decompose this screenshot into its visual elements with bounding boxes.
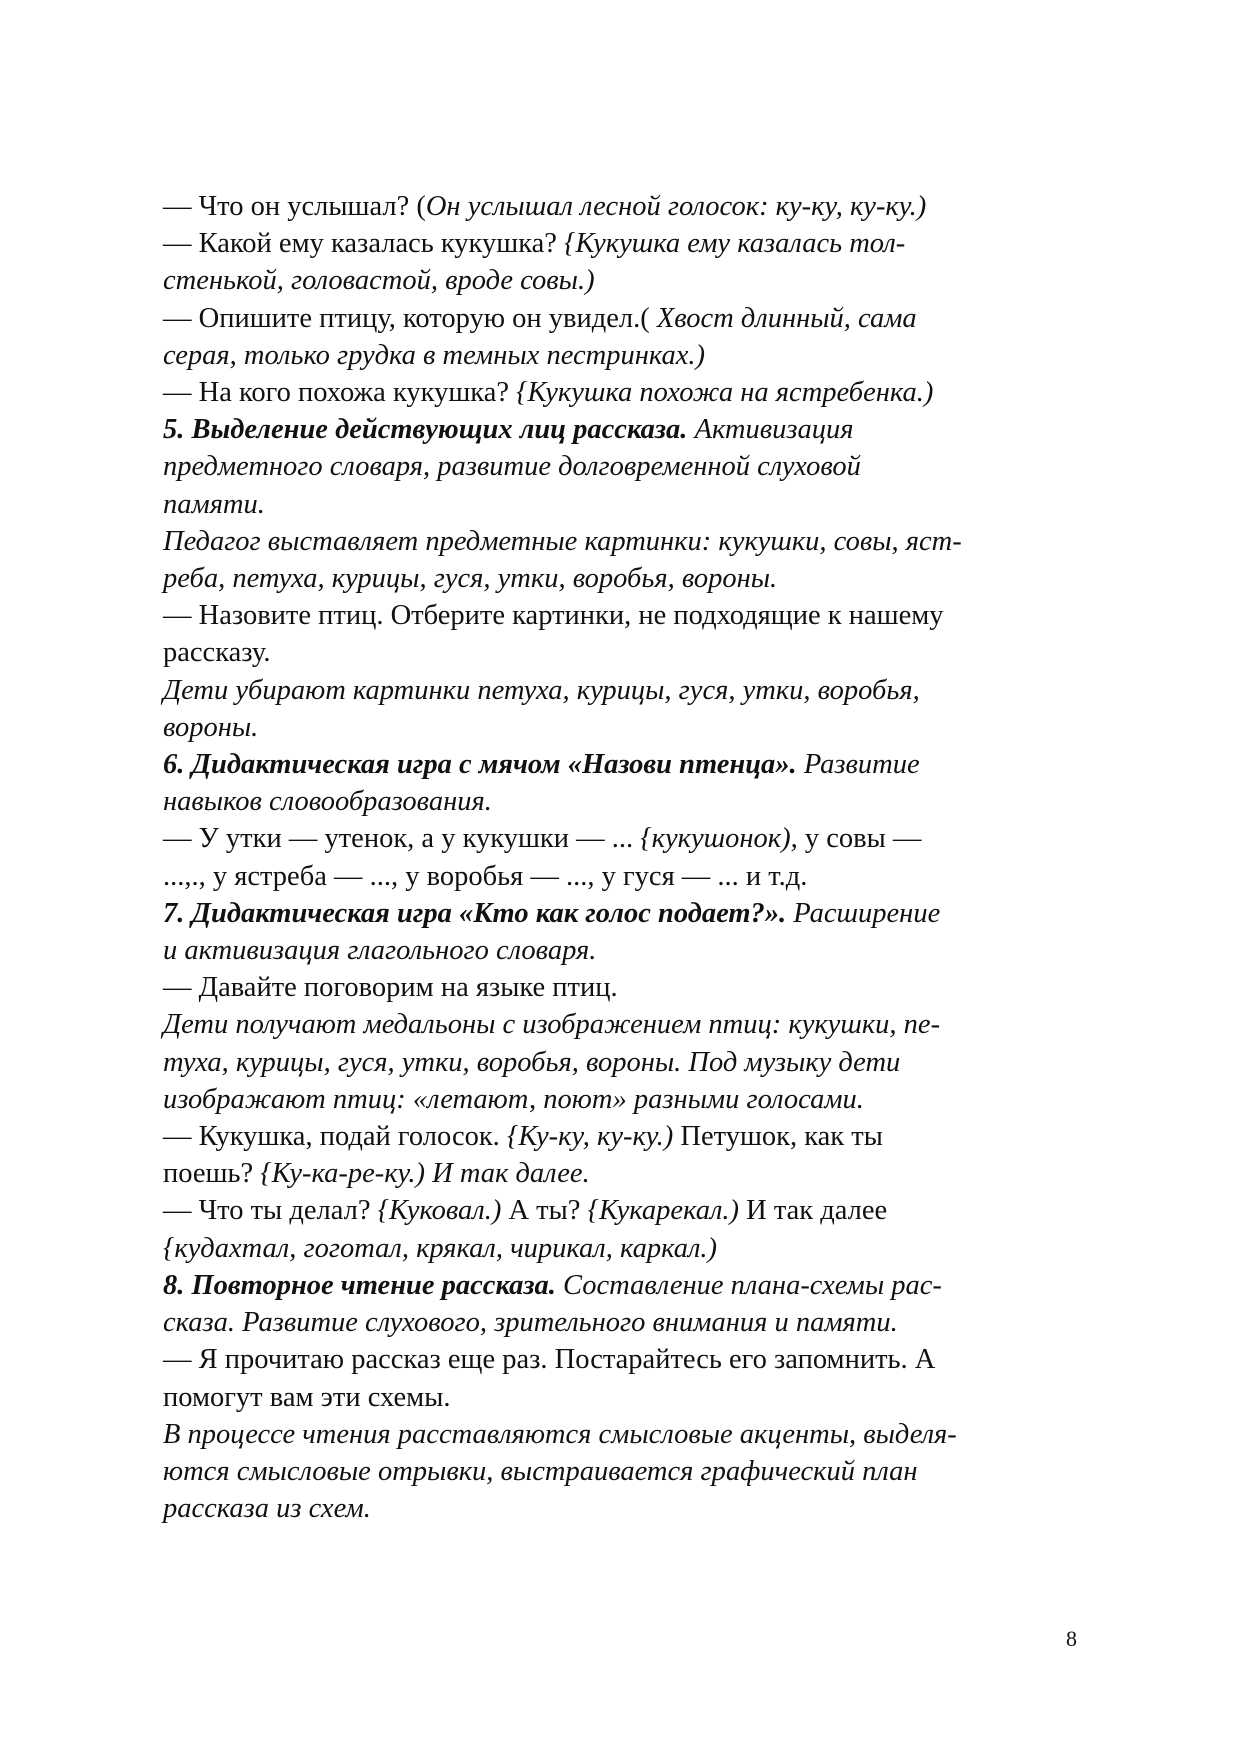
text-line [163, 932, 1078, 969]
text-line [163, 1341, 1078, 1378]
italic-text: {кукушонок), [640, 823, 798, 855]
text-line [163, 448, 1078, 485]
italic-text: Составление плана-схемы рас- [555, 1269, 942, 1301]
italic-text: {Ку-ка-ре-ку.) И так далее. [260, 1158, 590, 1190]
italic-text: навыков словообразования. [163, 786, 492, 818]
text-line [163, 1416, 1078, 1453]
text-line [163, 820, 1078, 857]
text-line [163, 374, 1078, 411]
italic-text: Активизация [687, 414, 854, 446]
italic-text: реба, петуха, курицы, гуся, утки, воробья, вороны. [163, 563, 778, 595]
plain-text: Петушок, как ты [673, 1121, 883, 1153]
italic-text: и активизация глагольного словаря. [163, 935, 597, 967]
plain-text: рассказу. [163, 637, 271, 669]
section-heading: 8. Повторное чтение рассказа. [163, 1269, 556, 1301]
plain-text: — Давайте поговорим на языке птиц. [163, 972, 618, 1004]
italic-text: Хвост длинный, сама [656, 302, 917, 334]
plain-text: поешь? [163, 1158, 261, 1190]
plain-text: — Что он услышал? ( [163, 191, 426, 222]
italic-text: {Ку-ку, ку-ку.) [506, 1121, 674, 1153]
text-line [163, 1044, 1078, 1081]
italic-text: предметного словаря, развитие долговременной слуховой [163, 451, 861, 483]
italic-text: стенькой, головастой, вроде совы.) [163, 265, 595, 297]
italic-text: Он услышал лесной голосок: ку-ку, ку-ку.) [425, 191, 927, 222]
italic-text: вороны. [163, 711, 259, 743]
italic-text: серая, только грудка в темных пестринках.) [163, 339, 705, 371]
plain-text: — Я прочитаю рассказ еще раз. Постарайтесь его запомнить. А [163, 1344, 936, 1376]
text-line [163, 523, 1078, 560]
plain-text: — Что ты делал? [163, 1195, 378, 1227]
text-line [163, 560, 1078, 597]
text-line [163, 225, 1078, 262]
page-number: 8 [1066, 1626, 1077, 1651]
text-line [163, 597, 1078, 634]
text-line [163, 672, 1078, 709]
text-line [163, 634, 1078, 671]
italic-text: {Кукушка ему казалась тол- [564, 228, 906, 260]
text-line [163, 1230, 1078, 1267]
plain-text: И так далее [738, 1195, 888, 1227]
text-line [163, 1006, 1078, 1043]
italic-text: {Куковал.) [377, 1195, 502, 1227]
section-heading: 6. Дидактическая игра с мячом «Назови птенца». [163, 749, 797, 781]
text-line [163, 262, 1078, 299]
plain-text: у совы — [797, 823, 922, 855]
text-line [163, 1155, 1078, 1192]
text-line [163, 1379, 1078, 1416]
italic-text: Дети получают медальоны с изображением птиц: кукушки, пе- [163, 1009, 941, 1041]
text-line [163, 188, 1078, 225]
text-line [163, 969, 1078, 1006]
italic-text: В процессе чтения расставляются смысловые акценты, выделя- [163, 1418, 957, 1450]
italic-text: Педагог выставляет предметные картинки: кукушки, совы, яст- [163, 525, 962, 557]
italic-text: {кудахтал, гоготал, крякал, чирикал, каркал.) [163, 1232, 717, 1264]
italic-text: Дети убирают картинки петуха, курицы, гуся, утки, воробья, [163, 674, 920, 706]
italic-text: ются смысловые отрывки, выстраивается графический план [163, 1455, 918, 1487]
text-line [163, 709, 1078, 746]
italic-text: Расширение [786, 897, 941, 929]
text-line [163, 411, 1078, 448]
plain-text: ...,., у ястреба — ..., у воробья — ..., у гуся — ... и т.д. [163, 860, 808, 892]
italic-text: сказа. Развитие слухового, зрительного внимания и памяти. [163, 1307, 898, 1339]
text-line [163, 1304, 1078, 1341]
text-line [163, 486, 1078, 523]
italic-text: Развитие [796, 749, 920, 781]
italic-text: памяти. [163, 488, 265, 520]
text-line [163, 1118, 1078, 1155]
text-line [163, 858, 1078, 895]
section-heading: 7. Дидактическая игра «Кто как голос подает?». [163, 897, 787, 929]
plain-text: — Опишите птицу, которую он увидел.( [163, 302, 657, 334]
text-line [163, 1192, 1078, 1229]
plain-text: А ты? [501, 1195, 588, 1227]
text-line [163, 1081, 1078, 1118]
plain-text: — У утки — утенок, а у кукушки — ... [163, 823, 641, 855]
italic-text: туха, курицы, гуся, утки, воробья, вороны. Под музыку дети [163, 1046, 901, 1078]
text-line [163, 746, 1078, 783]
italic-text: изображают птиц: «летают, поют» разными голосами. [163, 1083, 864, 1115]
plain-text: — На кого похожа кукушка? [163, 377, 517, 409]
text-line [163, 895, 1078, 932]
plain-text: — Назовите птиц. Отберите картинки, не подходящие к нашему [163, 600, 944, 632]
section-heading: 5. Выделение действующих лиц рассказа. [163, 414, 688, 446]
page-body [163, 188, 1078, 1527]
plain-text: помогут вам эти схемы. [163, 1381, 451, 1413]
text-line [163, 783, 1078, 820]
text-line [163, 300, 1078, 337]
text-line [163, 1490, 1078, 1527]
text-line [163, 1453, 1078, 1490]
text-line [163, 1267, 1078, 1304]
text-line [163, 337, 1078, 374]
plain-text: — Какой ему казалась кукушка? [163, 228, 565, 260]
italic-text: {Кукарекал.) [587, 1195, 739, 1227]
plain-text: — Кукушка, подай голосок. [163, 1121, 507, 1153]
italic-text: рассказа из схем. [163, 1493, 371, 1525]
italic-text: {Кукушка похожа на ястребенка.) [516, 377, 934, 409]
